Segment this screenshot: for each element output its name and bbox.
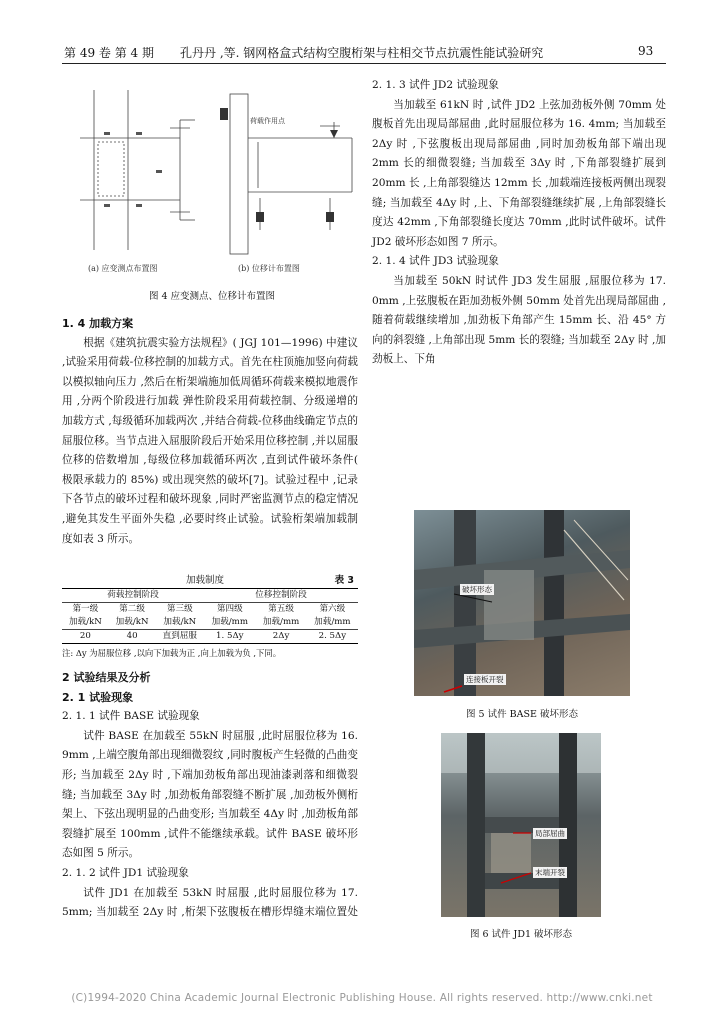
figure-5-caption: 图 5 试件 BASE 破坏形态: [466, 709, 578, 720]
load-point-label: 荷载作用点: [250, 117, 285, 125]
table-3-unit: 加载/mm: [211, 617, 248, 627]
table-3-cell: 2. 5Δy: [318, 631, 347, 641]
table-3: [62, 572, 358, 659]
table-3-cell: 2Δy: [272, 631, 290, 641]
table-3-header: 第三级: [166, 604, 193, 614]
figure-5-label-plate: 连接板开裂: [466, 675, 504, 684]
table-3-header: 第一级: [72, 604, 99, 614]
section-2-1-2-heading: 2. 1. 2 试件 JD1 试验现象: [62, 866, 189, 879]
figure-4b-label: (b) 位移计布置图: [238, 264, 300, 273]
figure-4-drawings: [70, 80, 360, 280]
table-3-unit: 加载/kN: [115, 617, 149, 627]
section-2-1-1-heading: 2. 1. 1 试件 BASE 试验现象: [62, 710, 200, 723]
table-3-header: 第四级: [216, 604, 243, 614]
figure-6-label-buckle: 局部屈曲: [535, 829, 565, 838]
figure-6-caption: 图 6 试件 JD1 破坏形态: [469, 929, 573, 940]
table-3-grid: [62, 588, 358, 644]
running-title: 孔丹丹 ,等. 钢网格盒式结构空腹桁架与柱相交节点抗震性能试验研究: [180, 46, 544, 60]
left-column: [62, 314, 358, 549]
figure-5-label-failure: 破坏形态: [462, 585, 492, 594]
table-3-header: 第五级: [268, 604, 294, 614]
journal-issue: 第 49 卷 第 4 期: [64, 46, 154, 60]
table-3-title: 加载制度: [186, 575, 225, 586]
section-1-4-heading: 1. 4 加载方案: [62, 317, 134, 330]
table-3-header: 第二级: [119, 604, 145, 614]
page-number: 93: [638, 44, 654, 58]
table-3-note: 注: Δy 为屈服位移 ,以向下加载为正 ,向上加载为负 ,下同。: [62, 648, 282, 658]
figure-4-caption: 图 4 应变测点、位移计布置图: [148, 291, 276, 302]
section-2-1-4-heading: 2. 1. 4 试件 JD3 试验现象: [372, 255, 499, 268]
paragraph-jd1-start: 试件 JD1 在加载至 53kN 时屈服 ,此时屈服位移为 17. 5mm; 当加载至 2Δy 时 ,桁架下弦腹板在槽形焊缝末端位置处: [62, 886, 358, 919]
figure-4: [70, 80, 360, 280]
table-3-cell: 40: [126, 631, 138, 641]
figure-5-photo: [414, 510, 630, 696]
header-rule: [62, 63, 666, 64]
paragraph-jd3: 当加载至 50kN 时试件 JD3 发生屈服 ,屈服位移为 17. 0mm ,上弦腹板在距加劲板外侧 50mm 处首先出现局部屈曲 ,随着荷载继续增加 ,加劲板下角部产生 15mm 长、沿 45° 方向的斜裂缝 ,上角部出现 5mm 长的裂缝; 当加载至 2Δy 时 ,加劲板上、下角: [372, 274, 666, 366]
table-3-unit: 加载/mm: [262, 617, 300, 627]
table-3-unit: 加载/mm: [314, 617, 351, 627]
paragraph-jd2: 当加载至 61kN 时 ,试件 JD2 上弦加劲板外侧 70mm 处腹板首先出现局部屈曲 ,此时屈服位移为 16. 4mm; 当加载至 2Δy 时 ,下弦腹板出现局部屈曲 ,同时加劲板角部下端出现 2mm 长的细微裂缝; 当加载至 3Δy 时 ,下角部裂缝扩展到 20mm 长 ,上角部裂缝达 12mm 长 ,加载端连接板两侧出现裂缝; 当加载至 4Δy 时 ,上、下角部裂缝继续扩展 ,上角部裂缝长度达 42mm ,下角部裂缝长度达 70mm ,此时试件破坏。试件 JD2 破坏形态如图 7 所示。: [372, 98, 666, 248]
left-column-section-2: [62, 668, 358, 923]
figure-6-label-crack: 末端开裂: [535, 868, 565, 877]
table-3-header: 第六级: [319, 604, 346, 614]
table-3-unit: 加载/kN: [68, 617, 102, 627]
right-column: [372, 76, 666, 370]
table-3-label: 表 3: [334, 575, 354, 586]
table-3-cell: 20: [79, 631, 91, 641]
table-3-cell: 直到屈服: [162, 631, 197, 641]
table-3-unit: 加载/kN: [163, 617, 197, 627]
section-2-1-3-heading: 2. 1. 3 试件 JD2 试验现象: [372, 79, 499, 91]
section-2-heading: 2 试验结果及分析: [62, 671, 151, 684]
section-1-4-paragraph: 根据《建筑抗震实验方法规程》( JGJ 101—1996) 中建议 ,试验采用荷载-位移控制的加载方式。首先在柱顶施加竖向荷载以模拟轴向压力 ,然后在桁架端施加低周循环荷载来模拟地震作用 ,分两个阶段进行加载 弹性阶段采用荷载控制、分级递增的加载方式 ,每级循环加载两次 ,并结合荷载-位移曲线确定节点的屈服位移。当节点进入屈服阶段后开始采用位移控制 ,并以屈服位移的倍数增加 ,每级位移加载循环两次 ,直到试件破坏条件( 极限承载力的 85%) 或出现突然的破坏[7]。试验过程中 ,记录下各节点的破坏过程和破坏现象 ,同时严密监测节点的稳定情况 ,避免其发生平面外失稳 ,必要时终止试验。试验桁架端加载制度如表 3 所示。: [62, 336, 358, 545]
figure-5-illustration: [414, 510, 630, 696]
table-3-cell: 1. 5Δy: [216, 631, 244, 641]
figure-6-photo: [441, 733, 601, 917]
figure-6-illustration: [441, 733, 601, 917]
figure-4a-label: (a) 应变测点布置图: [88, 264, 158, 273]
table-3-group-load: 荷载控制阶段: [107, 590, 159, 600]
table-3-group-disp: 位移控制阶段: [255, 590, 307, 600]
section-2-1-heading: 2. 1 试验现象: [62, 690, 134, 704]
copyright-footer: (C)1994-2020 China Academic Journal Electronic Publishing House. All rights reserved. http://www.cnki.net: [71, 992, 653, 1004]
paragraph-base: 试件 BASE 在加载至 55kN 时屈服 ,此时屈服位移为 16. 9mm ,上端空腹角部出现细微裂纹 ,同时腹板产生轻微的凸曲变形; 当加载至 2Δy 时 ,下端加劲板角部出现油漆剥落和细微裂缝; 当加载至 3Δy 时 ,加劲板角部裂缝不断扩展 ,加劲板外侧桁架上、下弦出现明显的凸曲变形; 当加载至 4Δy 时 ,加劲板角部裂缝扩展至 100mm ,试件不能继续承载。试件 BASE 破坏形态如图 5 所示。: [62, 729, 358, 860]
